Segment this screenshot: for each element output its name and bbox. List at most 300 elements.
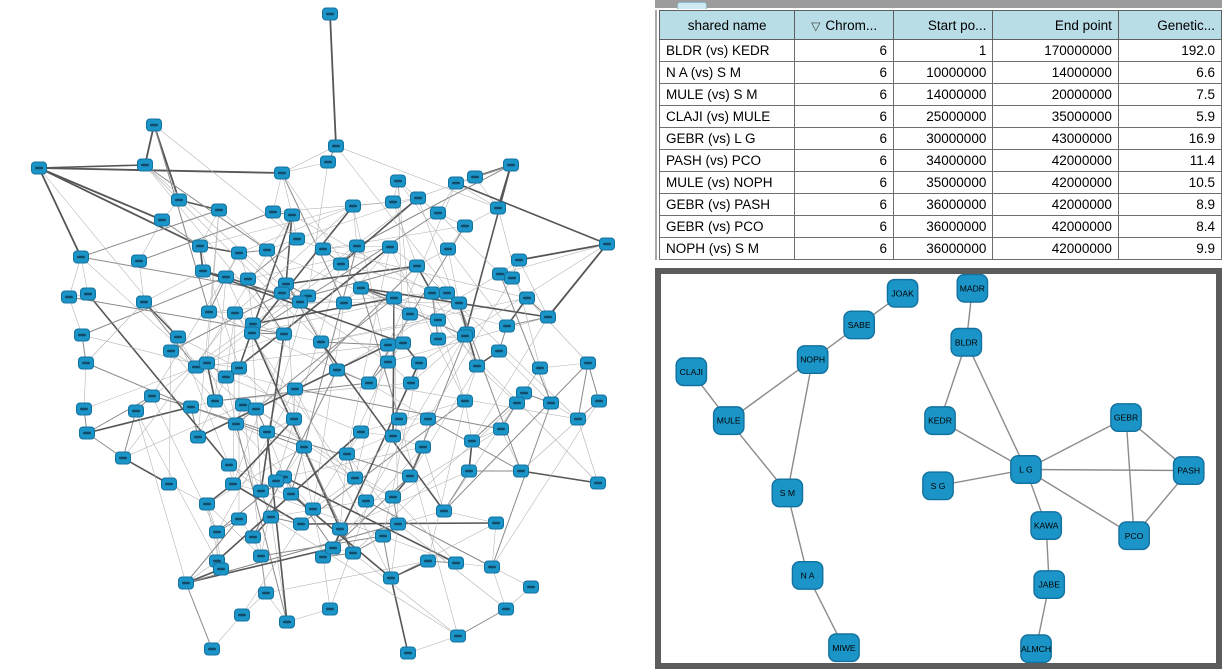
table-cell[interactable]: N A (vs) S M [660,62,795,84]
network-node[interactable] [202,306,217,318]
network-node[interactable] [387,292,402,304]
network-node[interactable] [329,140,344,152]
table-cell[interactable]: 192.0 [1118,40,1221,62]
network-node[interactable] [346,547,361,559]
network-node[interactable] [219,371,234,383]
network-node[interactable] [294,518,309,530]
table-cell[interactable]: 1 [893,40,992,62]
network-node[interactable] [383,241,398,253]
network-node[interactable] [520,292,535,304]
network-node[interactable] [391,175,406,187]
node-label [158,219,166,221]
node-label [379,535,387,537]
filter-icon[interactable]: ▽ [811,18,821,33]
node-label: MADR [959,283,985,294]
network-node[interactable] [416,441,431,453]
table-cell[interactable]: NOPH (vs) S M [660,238,795,260]
network-node[interactable] [62,291,77,303]
network-node[interactable] [392,413,407,425]
network-node[interactable] [193,240,208,252]
table-cell[interactable]: 36000000 [893,194,992,216]
node-label [252,408,260,410]
table-cell[interactable]: 6 [795,84,894,106]
network-node-L G[interactable] [1011,456,1041,483]
network-node[interactable] [381,339,396,351]
node-label [80,408,88,410]
table-cell[interactable]: 11.4 [1118,150,1221,172]
network-node[interactable] [232,513,247,525]
network-node[interactable] [232,247,247,259]
network-node[interactable] [458,395,473,407]
column-header-chrom-[interactable] [795,11,894,40]
network-edge [521,401,599,471]
node-label [406,313,414,315]
network-node[interactable] [288,383,303,395]
network-edge [300,302,459,303]
network-node[interactable] [524,581,539,593]
network-node[interactable] [266,206,281,218]
network-node[interactable] [458,220,473,232]
table-row[interactable] [660,62,1222,84]
network-node[interactable] [386,196,401,208]
column-header-genetic-[interactable] [1118,11,1221,40]
table-tab-fragment[interactable] [677,2,707,9]
network-node[interactable] [241,273,256,285]
table-cell[interactable]: 14000000 [893,84,992,106]
network-node[interactable] [510,397,525,409]
table-cell[interactable]: GEBR (vs) PASH [660,194,795,216]
network-node[interactable] [470,360,485,372]
network-node[interactable] [306,503,321,515]
network-node-JOAK[interactable] [887,280,917,307]
node-label [329,547,337,549]
table-cell[interactable]: 5.9 [1118,106,1221,128]
network-edge [39,168,162,220]
network-node[interactable] [147,119,162,131]
filtered-network-canvas[interactable] [661,274,1216,663]
network-node[interactable] [138,159,153,171]
network-node[interactable] [245,327,260,339]
network-node[interactable] [362,377,377,389]
network-node[interactable] [200,357,215,369]
network-node[interactable] [269,475,284,487]
table-cell[interactable]: 16.9 [1118,128,1221,150]
network-edge [39,168,282,173]
node-label [288,214,296,216]
network-node[interactable] [32,162,47,174]
network-node[interactable] [249,403,264,415]
network-node[interactable] [451,630,466,642]
table-cell[interactable]: 8.4 [1118,216,1221,238]
table-cell[interactable]: 10000000 [893,62,992,84]
network-node[interactable] [359,495,374,507]
network-node[interactable] [401,647,416,659]
network-node[interactable] [264,511,279,523]
network-node[interactable] [200,498,215,510]
table-cell[interactable]: GEBR (vs) PCO [660,216,795,238]
network-node[interactable] [254,485,269,497]
network-node-CLAJI[interactable] [676,358,706,385]
node-label [249,323,257,325]
network-node[interactable] [314,336,329,348]
network-node[interactable] [386,491,401,503]
network-node[interactable] [323,8,338,20]
table-cell[interactable]: 20000000 [993,84,1119,106]
network-node[interactable] [452,297,467,309]
network-node[interactable] [232,362,247,374]
network-node[interactable] [441,243,456,255]
table-cell[interactable]: 42000000 [993,194,1119,216]
node-label [515,259,523,261]
network-node[interactable] [287,413,302,425]
network-node[interactable] [421,555,436,567]
network-node-MULE[interactable] [714,407,744,434]
network-node[interactable] [431,314,446,326]
node-label [167,350,175,352]
network-node[interactable] [316,243,331,255]
network-node[interactable] [246,531,261,543]
network-node[interactable] [512,254,527,266]
network-node[interactable] [260,244,275,256]
node-label [222,376,230,378]
network-node[interactable] [544,397,559,409]
network-node[interactable] [208,395,223,407]
network-node[interactable] [129,405,144,417]
node-label [389,496,397,498]
table-cell[interactable]: 8.9 [1118,194,1221,216]
network-node-KAWA[interactable] [1031,512,1061,539]
network-node-NOPH[interactable] [797,346,827,373]
network-node[interactable] [79,357,94,369]
network-node[interactable] [505,272,520,284]
table-cell[interactable]: 170000000 [993,40,1119,62]
table-cell[interactable]: 36000000 [893,216,992,238]
node-label [434,212,442,214]
network-node[interactable] [333,523,348,535]
node-label [520,392,528,394]
table-row[interactable] [660,238,1222,260]
network-edge [330,14,336,146]
network-node[interactable] [410,260,425,272]
network-node[interactable] [462,465,477,477]
node-label [262,592,270,594]
network-edge [123,411,136,458]
network-node[interactable] [132,255,147,267]
table-cell[interactable]: 6 [795,106,894,128]
network-edge [196,343,403,367]
node-label [174,336,182,338]
network-node-GEBR[interactable] [1111,404,1141,431]
network-node-KEDR[interactable] [925,407,955,434]
network-node[interactable] [285,209,300,221]
network-node[interactable] [155,214,170,226]
table-row[interactable] [660,194,1222,216]
network-node[interactable] [346,200,361,212]
node-label [394,180,402,182]
network-node-JABE[interactable] [1034,571,1064,598]
network-node[interactable] [277,328,292,340]
network-node[interactable] [219,271,234,283]
node-label [340,302,348,304]
network-node[interactable] [386,430,401,442]
network-node[interactable] [592,395,607,407]
network-node-SABE[interactable] [844,311,874,338]
network-node-MIWE[interactable] [829,634,859,661]
network-node[interactable] [581,357,596,369]
node-label [225,464,233,466]
network-node[interactable] [162,478,177,490]
table-cell[interactable]: 6 [795,62,894,84]
table-cell[interactable]: 6 [795,150,894,172]
table-cell[interactable]: 10.5 [1118,172,1221,194]
network-node[interactable] [80,427,95,439]
network-edge [86,363,191,407]
network-node[interactable] [350,240,365,252]
network-node[interactable] [412,357,427,369]
network-edge [323,557,330,609]
network-node[interactable] [348,472,363,484]
network-node-BLDR[interactable] [951,328,981,355]
network-node[interactable] [391,518,406,530]
network-node[interactable] [284,488,299,500]
network-node[interactable] [376,530,391,542]
network-node[interactable] [354,282,369,294]
table-row[interactable] [660,40,1222,62]
network-node-PCO[interactable] [1119,522,1149,549]
network-node[interactable] [440,287,455,299]
network-node[interactable] [191,431,206,443]
table-cell[interactable]: 42000000 [993,238,1119,260]
node-label [35,167,43,169]
network-node[interactable] [431,207,446,219]
node-label [337,263,345,265]
node-label: PASH [1177,465,1201,476]
network-node[interactable] [179,577,194,589]
network-node[interactable] [492,345,507,357]
table-cell[interactable]: 6 [795,216,894,238]
network-node[interactable] [81,288,96,300]
table-cell[interactable]: 43000000 [993,128,1119,150]
network-node[interactable] [396,337,411,349]
network-node[interactable] [137,296,152,308]
network-node[interactable] [403,470,418,482]
network-node[interactable] [210,526,225,538]
column-header-end-point[interactable] [993,11,1119,40]
network-node[interactable] [164,345,179,357]
node-label [434,319,442,321]
network-node-PASH[interactable] [1174,457,1204,484]
network-node[interactable] [468,171,483,183]
table-cell[interactable]: 14000000 [993,62,1119,84]
network-node[interactable] [384,572,399,584]
network-node[interactable] [293,296,308,308]
network-edge [39,168,200,246]
filtered-network-view-panel[interactable] [655,268,1222,669]
table-cell[interactable]: 42000000 [993,150,1119,172]
network-node[interactable] [229,418,244,430]
network-node[interactable] [145,390,160,402]
column-header-shared-name[interactable] [660,11,795,40]
network-node[interactable] [226,478,241,490]
network-node-ALMCH[interactable] [1021,635,1051,662]
table-cell[interactable]: GEBR (vs) L G [660,128,795,150]
network-node[interactable] [214,563,229,575]
network-node[interactable] [494,423,509,435]
table-cell[interactable]: 6 [795,194,894,216]
network-node[interactable] [196,265,211,277]
network-edge [519,244,607,260]
network-node[interactable] [500,320,515,332]
network-edge [84,363,86,409]
network-node[interactable] [235,609,250,621]
table-cell[interactable]: PASH (vs) PCO [660,150,795,172]
table-cell[interactable]: 6 [795,172,894,194]
table-row[interactable] [660,106,1222,128]
network-node[interactable] [514,465,529,477]
network-node[interactable] [449,177,464,189]
table-row[interactable] [660,84,1222,106]
network-node[interactable] [205,643,220,655]
node-label [349,205,357,207]
network-node[interactable] [334,258,349,270]
network-node[interactable] [172,194,187,206]
node-label [244,278,252,280]
network-edge [39,168,178,337]
network-node[interactable] [323,603,338,615]
network-node[interactable] [77,403,92,415]
network-node[interactable] [330,364,345,376]
network-node[interactable] [381,356,396,368]
table-cell[interactable]: 30000000 [893,128,992,150]
node-label [414,197,422,199]
network-node[interactable] [491,202,506,214]
network-node[interactable] [116,452,131,464]
table-cell[interactable]: 42000000 [993,172,1119,194]
table-cell[interactable]: 6 [795,40,894,62]
network-edge [519,260,548,317]
node-label [192,366,200,368]
network-node[interactable] [259,587,274,599]
table-cell[interactable]: 9.9 [1118,238,1221,260]
network-node[interactable] [404,377,419,389]
network-edge-NOPH-S M [787,360,812,493]
table-row[interactable] [660,128,1222,150]
network-node[interactable] [533,362,548,374]
node-label [215,209,223,211]
table-cell[interactable]: 6 [795,128,894,150]
network-node[interactable] [254,550,269,562]
network-edge [226,247,390,377]
node-label [440,510,448,512]
network-node[interactable] [297,441,312,453]
node-label [434,338,442,340]
table-cell[interactable]: 35000000 [893,172,992,194]
table-cell[interactable]: 7.5 [1118,84,1221,106]
network-edge [145,165,267,250]
network-node[interactable] [458,330,473,342]
node-label [211,400,219,402]
table-row[interactable] [660,150,1222,172]
table-cell[interactable]: 36000000 [893,238,992,260]
network-node[interactable] [449,557,464,569]
network-node[interactable] [465,435,480,447]
network-node[interactable] [485,561,500,573]
network-node[interactable] [212,204,227,216]
table-row[interactable] [660,216,1222,238]
network-node[interactable] [74,251,89,263]
network-node[interactable] [411,192,426,204]
table-cell[interactable]: MULE (vs) S M [660,84,795,106]
network-node-N A[interactable] [792,562,822,589]
network-node[interactable] [437,505,452,517]
network-node-S G[interactable] [923,472,953,499]
network-node[interactable] [403,308,418,320]
table-cell[interactable]: CLAJI (vs) MULE [660,106,795,128]
network-node[interactable] [290,233,305,245]
node-label: BLDR [954,337,978,348]
column-header-start-po-[interactable] [893,11,992,40]
table-row[interactable] [660,172,1222,194]
network-node[interactable] [354,426,369,438]
network-node[interactable] [222,459,237,471]
table-cell[interactable]: 6.6 [1118,62,1221,84]
network-node-MADR[interactable] [957,275,987,302]
node-label [290,418,298,420]
node-label: KEDR [928,415,952,426]
node-label: N A [800,570,815,581]
network-node[interactable] [326,542,341,554]
table-cell[interactable]: BLDR (vs) KEDR [660,40,795,62]
node-label [263,431,271,433]
network-node[interactable] [499,603,514,615]
network-node[interactable] [280,616,295,628]
node-label [389,435,397,437]
table-cell[interactable]: MULE (vs) NOPH [660,172,795,194]
network-edge [82,335,295,389]
network-node[interactable] [591,477,606,489]
network-node[interactable] [600,238,615,250]
table-cell[interactable]: 42000000 [993,216,1119,238]
network-node[interactable] [571,413,586,425]
table-cell[interactable]: 34000000 [893,150,992,172]
network-node[interactable] [340,448,355,460]
node-label: MIWE [832,642,856,653]
network-node[interactable] [431,333,446,345]
network-node[interactable] [421,413,436,425]
network-node-S M[interactable] [772,479,802,506]
network-node[interactable] [275,287,290,299]
table-cell[interactable]: 35000000 [993,106,1119,128]
network-node[interactable] [75,329,90,341]
network-node[interactable] [504,159,519,171]
network-node[interactable] [337,297,352,309]
network-node[interactable] [171,331,186,343]
column-header-label: Chrom... [825,17,878,33]
node-label [239,404,247,406]
network-node[interactable] [260,426,275,438]
network-node[interactable] [541,311,556,323]
table-cell[interactable]: 25000000 [893,106,992,128]
network-node[interactable] [184,401,199,413]
table-cell[interactable]: 6 [795,238,894,260]
network-node[interactable] [321,156,336,168]
network-node[interactable] [489,517,504,529]
network-edge [266,561,428,593]
node-label [443,292,451,294]
network-node[interactable] [228,307,243,319]
network-node[interactable] [425,287,440,299]
network-node[interactable] [275,167,290,179]
